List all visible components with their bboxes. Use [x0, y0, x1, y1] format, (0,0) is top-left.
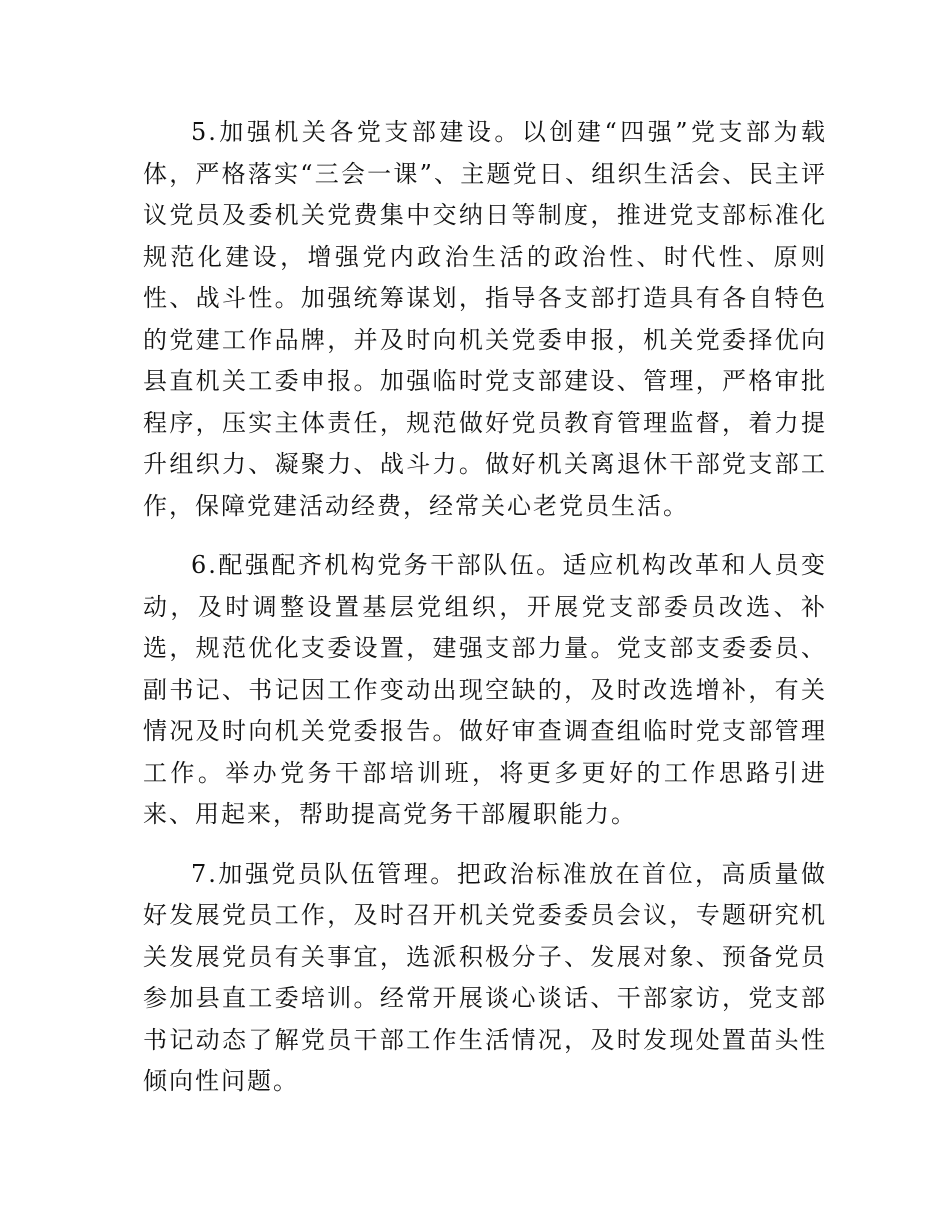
paragraph-5: 5.加强机关各党支部建设。以创建“四强”党支部为载体，严格落实“三会一课”、主题党日、组织生活会、民主评议党员及委机关党费集中交纳日等制度，推进党支部标准化规范化建设，增强党内政治生活的政治性、时代性、原则性、战斗性。加强统筹谋划，指导各支部打造具有各自特色的党建工作品牌，并及时向机关党委申报，机关党委择优向县直机关工委申报。加强临时党支部建设、管理，严格审批程序，压实主体责任，规范做好党员教育管理监督，着力提升组织力、凝聚力、战斗力。做好机关离退休干部党支部工作，保障党建活动经费，经常关心老党员生活。 — [143, 118, 827, 520]
paragraph-7: 7.加强党员队伍管理。把政治标准放在首位，高质量做好发展党员工作，及时召开机关党委委员会议，专题研究机关发展党员有关事宜，选派积极分子、发展对象、预备党员参加县直工委培训。经常开展谈心谈话、干部家访，党支部书记动态了解党员干部工作生活情况，及时发现处置苗头性倾向性问题。 — [143, 859, 827, 1095]
paragraph-6: 6.配强配齐机构党务干部队伍。适应机构改革和人员变动，及时调整设置基层党组织，开展党支部委员改选、补选，规范优化支委设置，建强支部力量。党支部支委委员、副书记、书记因工作变动出现空缺的，及时改选增补，有关情况及时向机关党委报告。做好审查调查组临时党支部管理工作。举办党务干部培训班，将更多更好的工作思路引进来、用起来，帮助提高党务干部履职能力。 — [143, 551, 827, 828]
document-body — [143, 112, 827, 1121]
